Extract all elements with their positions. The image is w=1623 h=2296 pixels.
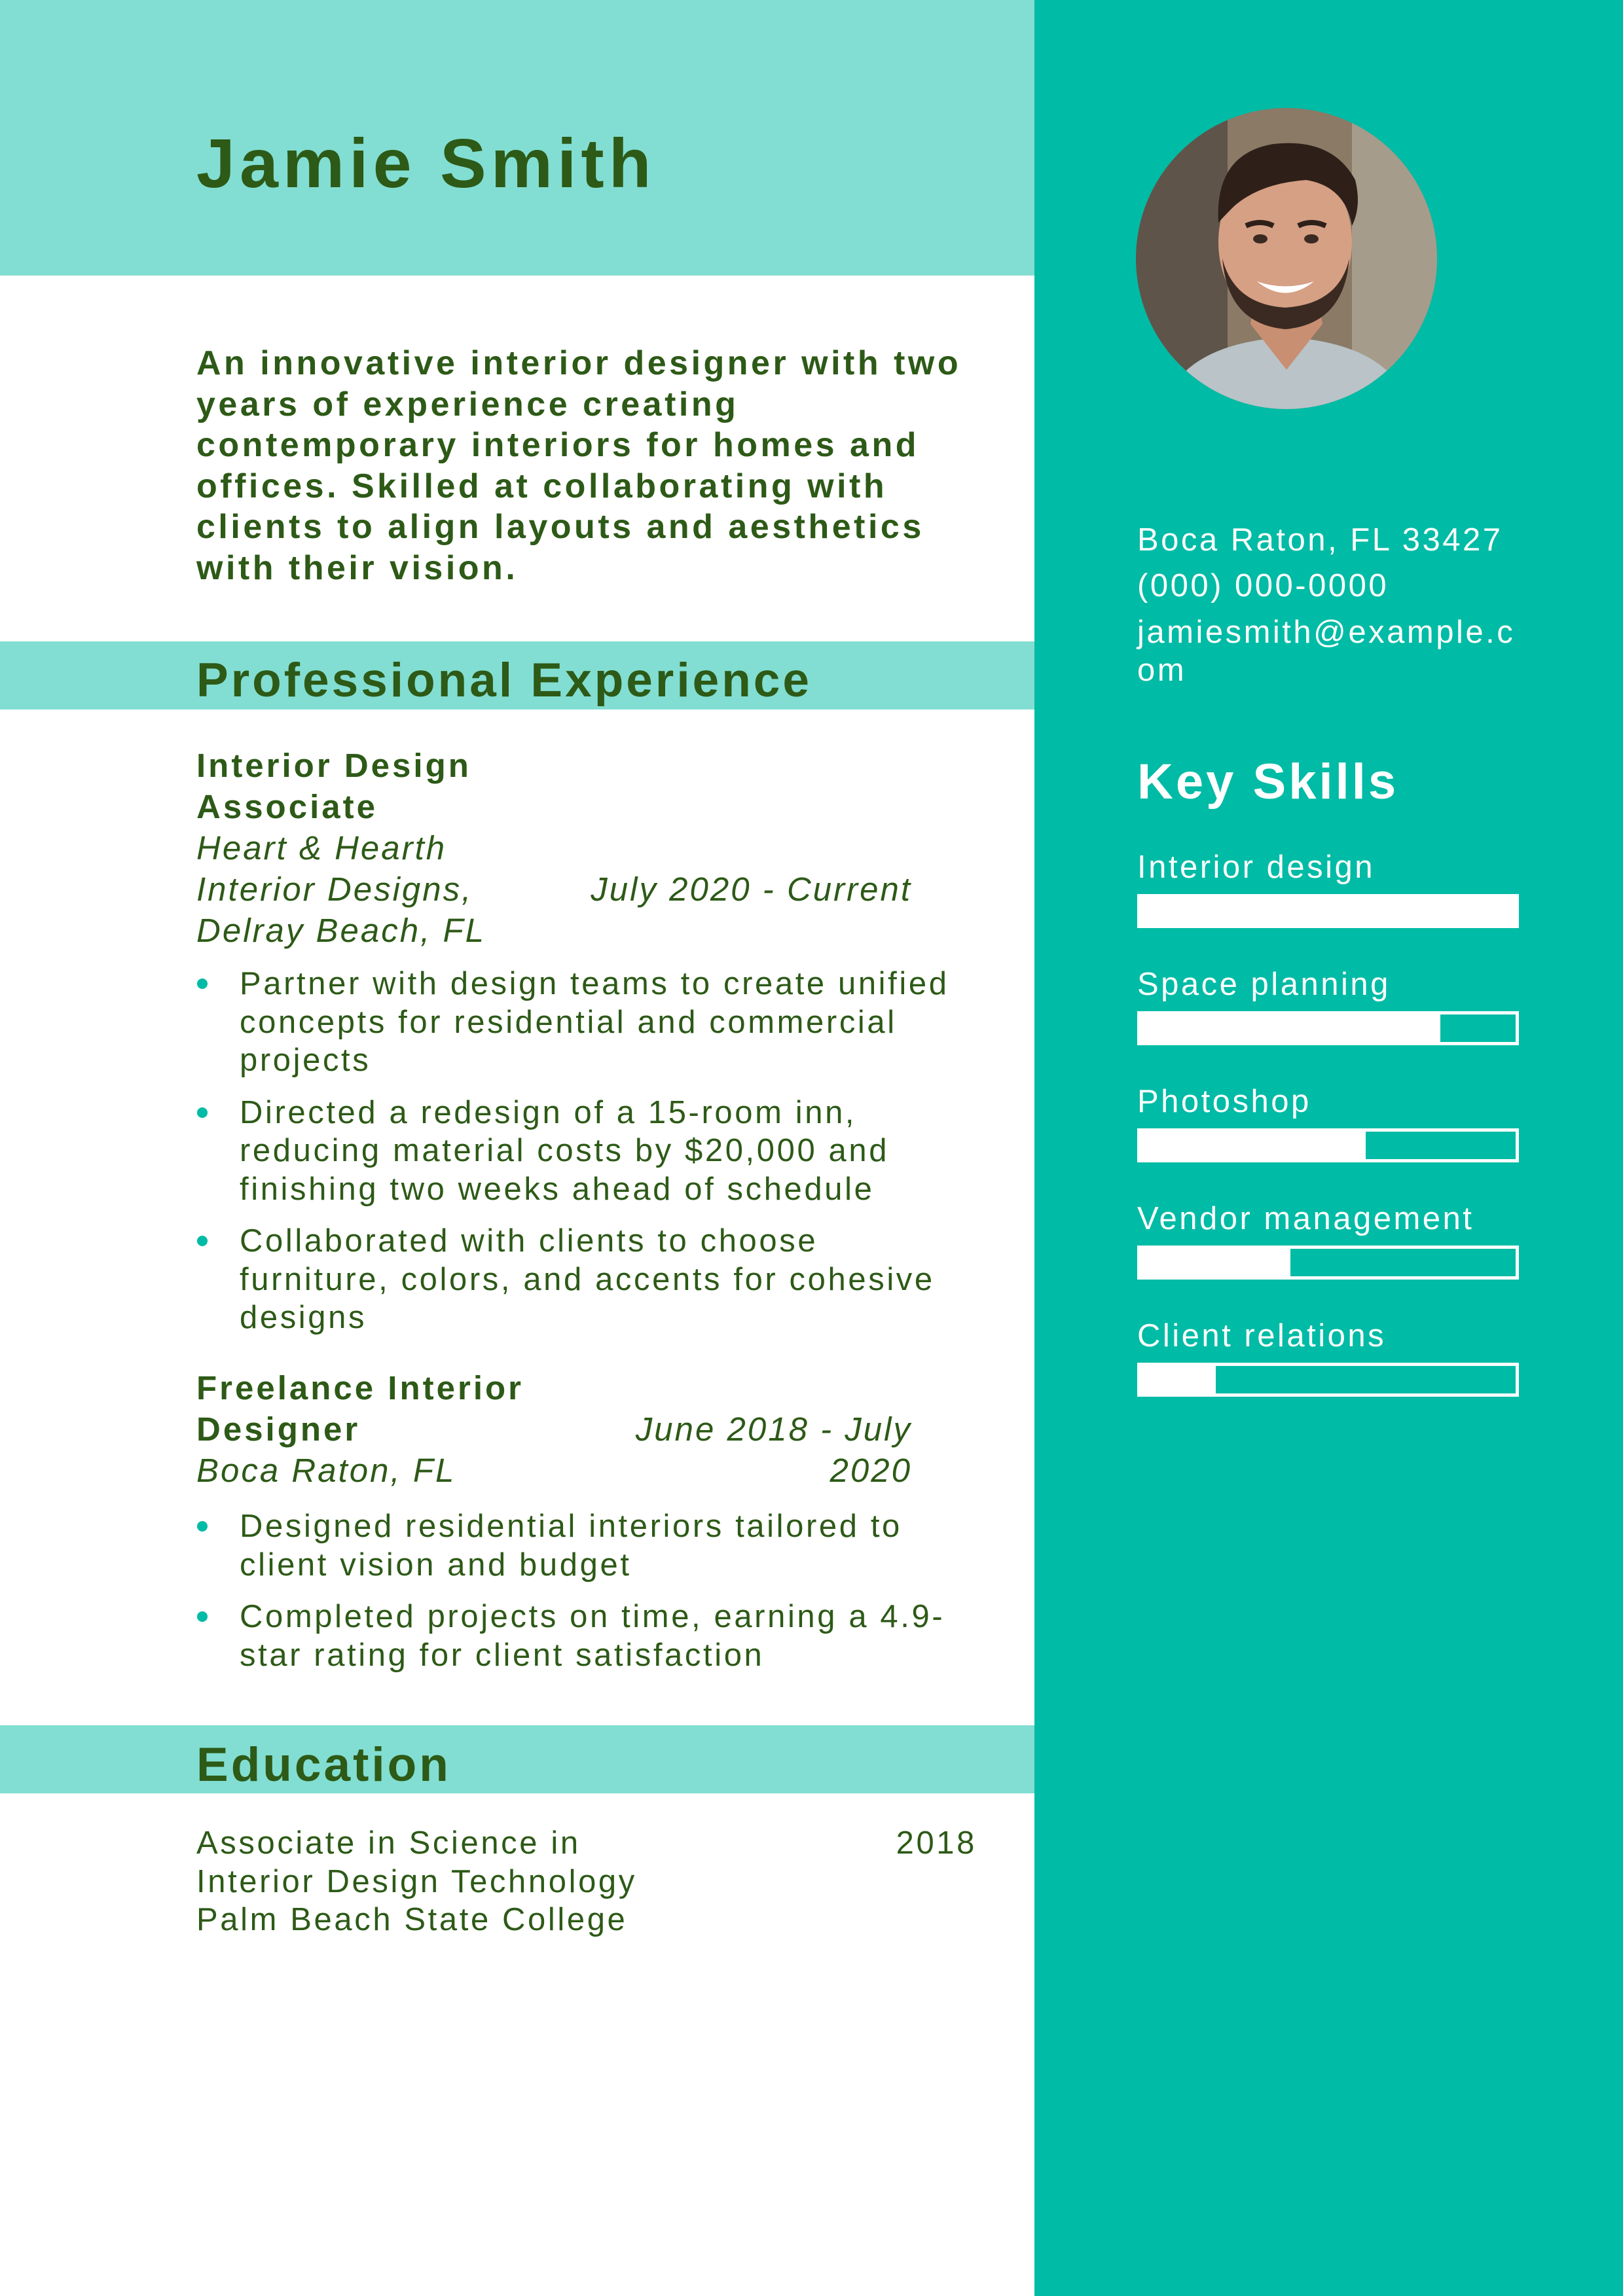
job-bullet [196, 1094, 956, 1209]
bullet-text: Designed residential interiors tailored to client vision and budget [240, 1509, 902, 1583]
education-school: Palm Beach State College [196, 1902, 628, 1937]
skill-bar-fill [1140, 1249, 1290, 1276]
bullet-text: Directed a redesign of a 15-room inn, reducing material costs by $20,000 and finishing two weeks ahead of schedule [240, 1094, 890, 1207]
skill-bar-fill [1140, 1014, 1440, 1042]
skill-bar [1137, 1363, 1519, 1397]
teal-dot-icon [197, 1107, 208, 1118]
teal-dot-icon [197, 978, 208, 989]
skill-label: Vendor management [1137, 1201, 1474, 1236]
skill-bar [1137, 1246, 1519, 1280]
skill-label: Client relations [1137, 1318, 1387, 1354]
skill-bar [1137, 1011, 1519, 1045]
skill-bar [1137, 1128, 1519, 1162]
teal-dot-icon [197, 1611, 208, 1622]
professional-summary: An innovative interior designer with two years of experience creating contemporary interiors for homes and offices. Skilled at collaborating with clients to align layouts and aesthetics with their vision. [196, 344, 962, 587]
bullet-text: Partner with design teams to create unified concepts for residential and commercial projects [240, 966, 949, 1078]
job-bullet [196, 1507, 956, 1584]
education-section-band [0, 1725, 1034, 1793]
teal-dot-icon [197, 1236, 208, 1246]
skill-bar-fill [1140, 1366, 1216, 1393]
candidate-name: Jamie Smith [196, 125, 656, 202]
job-bullet [196, 965, 956, 1080]
contact-phone: (000) 000-0000 [1137, 568, 1389, 603]
education-degree: Associate in Science in Interior Design Technology [196, 1825, 637, 1899]
job-dates: July 2020 - Current [591, 870, 912, 908]
skill-bar-fill [1140, 897, 1516, 925]
job-bullet-list [196, 1507, 956, 1688]
teal-dot-icon [197, 1521, 208, 1532]
skill-label: Space planning [1137, 967, 1391, 1002]
job-dates: June 2018 - July 2020 [635, 1410, 912, 1489]
job-company: Heart & Hearth Interior Designs, Delray Beach, FL [196, 829, 486, 949]
job-bullet [196, 1222, 956, 1337]
skill-label: Interior design [1137, 850, 1376, 885]
bullet-text: Completed projects on time, earning a 4.9-star rating for client satisfaction [240, 1599, 945, 1673]
job-title: Interior Design Associate [196, 747, 471, 825]
skills-section-title: Key Skills [1137, 754, 1399, 810]
education-section-title: Education [196, 1738, 451, 1791]
contact-email: jamiesmith@example.com [1137, 615, 1516, 688]
job-company: Boca Raton, FL [196, 1452, 456, 1489]
skill-bar-fill [1140, 1132, 1366, 1159]
profile-photo [1136, 108, 1437, 409]
contact-location: Boca Raton, FL 33427 [1137, 522, 1503, 558]
skill-label: Photoshop [1137, 1084, 1311, 1119]
job-bullet-list [196, 965, 956, 1351]
experience-section-title: Professional Experience [196, 654, 812, 707]
job-bullet [196, 1598, 956, 1674]
skill-bar [1137, 894, 1519, 928]
bullet-text: Collaborated with clients to choose furniture, colors, and accents for cohesive designs [240, 1223, 935, 1335]
education-entry [196, 1824, 655, 1939]
job-title: Freelance Interior Designer [196, 1369, 524, 1448]
education-year: 2018 [896, 1825, 977, 1861]
